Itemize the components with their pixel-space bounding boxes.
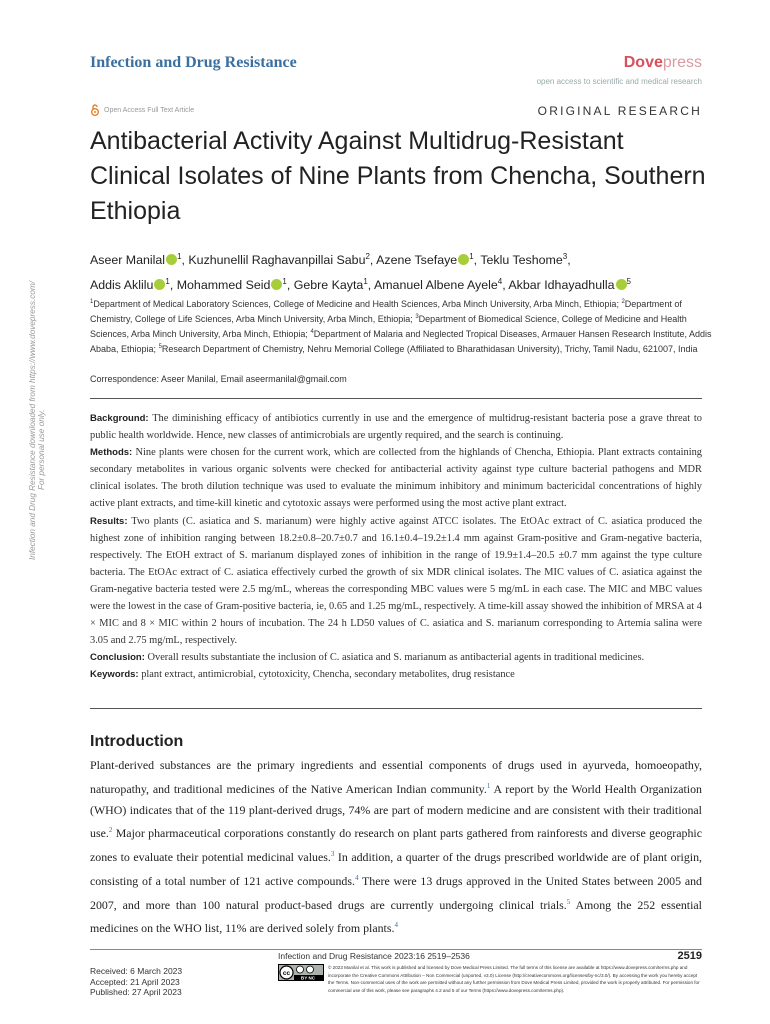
citation-link[interactable]: 4 [394, 921, 398, 930]
download-side-note [30, 260, 44, 600]
citation-link[interactable]: 2 [108, 826, 113, 835]
affiliation-text: Department of Biomedical Science, College of Medicine and Health Sciences, Arba Minch University, Arba Minch, Ethiopia; [90, 314, 687, 339]
author-affiliation-marker: 1 [363, 277, 368, 287]
svg-text:cc: cc [282, 970, 291, 977]
cc-badge-text: BY NC [300, 975, 316, 981]
author-name[interactable]: Kuzhunellil Raghavanpillai Sabu [188, 253, 366, 268]
author-name[interactable]: Amanuel Albene Ayele [373, 278, 498, 293]
publisher-logo-thin: press [662, 54, 702, 71]
publisher-tagline: open access to scientific and medical research [536, 77, 702, 86]
side-note-line-1: Infection and Drug Resistance downloaded from https://www.dovepress.com/ [28, 281, 37, 560]
affiliation-text: Department of Chemistry, College of Life Sciences, Arba Minch University, Arba Minch, Ethiopia; [90, 299, 682, 324]
affiliation-number: 3 [415, 314, 419, 320]
open-access-label [90, 104, 194, 116]
affiliation-text: Department of Medical Laboratory Sciences, College of Medicine and Health Sciences, Arba Minch University, Arba Minch, Ethiopia; [93, 299, 622, 309]
affiliation-number: 2 [621, 299, 625, 305]
article-type: ORIGINAL RESEARCH [537, 104, 702, 118]
orcid-icon[interactable] [154, 279, 165, 290]
orcid-icon[interactable] [271, 279, 282, 290]
abstract-results-text: Two plants (C. asiatica and S. marianum) were highly active against ATCC isolates. The EtOAc extract of C. asiatica produced the highest zone of inhibition ranging between 18.2±0.8–20.7±0.7 and 16.1±0.4–19.2±1.4 mm against Gram-positive and Gram-negative bacteria, respectively. The EtOH extract of S. marianum displayed zones of inhibition in the range of 19.9±1.4–20.5 ±0.7 mm against the type culture bacteria. The EtOAc extract of C. asiatica effectively curbed the growth of six MDR clinical isolates. The MIC values of C. asiatica against the Gram-negative bacteria tested were 2.5 mg/mL, whereas the corresponding MBC values were 5 mg/mL in each case. The MIC and MBC values were the lowest in the case of Gram-positive bacteria, ie, 0.65 and 1.25 mg/mL, respectively. A time-kill assay showed the inhibition of MRSA at 4 × MIC and 8 × MIC within 2 hours of incubation. The 24 h LD50 values of C. asiatica and S. marianum corresponding to Artemia salina were 3.05 and 2.75 mg/mL, respectively. [90, 515, 702, 647]
journal-name: Infection and Drug Resistance [90, 54, 297, 71]
cc-by-nc-license-icon [278, 964, 324, 981]
published-date: Published: 27 April 2023 [90, 987, 182, 997]
author-affiliation-marker: 1 [282, 277, 287, 287]
article-title: Antibacterial Activity Against Multidrug-Resistant Clinical Isolates of Nine Plants from Chencha, Southern Ethiopia [90, 127, 706, 225]
introduction-heading: Introduction [90, 733, 184, 750]
affiliation-text: Department of Malaria and Neglected Tropical Diseases, Armauer Hansen Research Institute, Addis Ababa, Ethiopia; [90, 329, 712, 354]
abstract-methods-label: Methods: [90, 447, 133, 459]
abstract-top-rule [90, 398, 702, 399]
page-number: 2519 [677, 950, 702, 962]
author-affiliation-marker: 3 [562, 252, 568, 261]
side-note-line-2: For personal use only. [37, 409, 46, 490]
publisher-logo [624, 54, 702, 72]
author-name[interactable]: Addis Aklilu [90, 278, 154, 293]
author-name[interactable]: Aseer Manilal [90, 253, 166, 268]
affiliation-number: 1 [90, 299, 94, 305]
abstract-conclusion [90, 649, 702, 666]
affiliation-number: 4 [310, 329, 314, 335]
author-affiliation-marker: 4 [497, 277, 503, 287]
author-name[interactable]: Mohammed Seid [176, 278, 271, 293]
citation-link[interactable]: 5 [566, 897, 571, 906]
publication-dates [90, 966, 182, 998]
author-affiliation-marker: 1 [469, 252, 474, 261]
affiliation-number: 5 [158, 344, 162, 350]
author-affiliation-marker: 1 [165, 277, 170, 287]
publisher-logo-bold: Dove [623, 54, 663, 71]
abstract-background-text: The diminishing efficacy of antibiotics currently in use and the emergence of multidrug-resistant bacteria pose a grave threat to public health worldwide. Hence, new classes of antimicrobials are urgently required, and the search is continuing. [90, 413, 702, 442]
affiliation-text: Research Department of Chemistry, Nehru Memorial College (Affiliated to Bharathidasan University), Trichy, Tamil Nadu, 621007, India [161, 344, 698, 354]
author-name[interactable]: Gebre Kayta [293, 278, 364, 293]
abstract-bottom-rule [90, 708, 702, 709]
received-date: Received: 6 March 2023 [90, 966, 183, 976]
author-name[interactable]: Azene Tsefaye [376, 253, 458, 268]
introduction-paragraph: Plant-derived substances are the primary ingredients and essential components of drugs used in ayurveda, homoeopathy, naturopathy, and traditional medicines of the Native American Indian community.$^1$ A report by the World Health Organization (WHO) indicates that of the 119 plant-derived drugs, 74% are part of modern medicine and are consistent with their traditional use.$^2$ Major pharmaceutical corporations constantly do research on plant parts gathered from rainforests and diverse geographic zones to evaluate their potential medicinal values.$^3$ In addition, a quarter of the drugs prescribed worldwide are of plant origin, consisting of a total number of 121 active compounds.$^4$ There were 13 drugs approved in the United States between 2005 and 2007, and more than 100 natural product-based drugs are currently undergoing clinical trials.$^5$ Among the 252 essential medicines on the WHO list, 11% are derived solely from plants.$^4$ [90, 758, 702, 936]
author-name[interactable]: Akbar Idhayadhulla [508, 278, 615, 293]
citation-link[interactable]: 3 [330, 850, 335, 859]
correspondence: Correspondence: Aseer Manilal, Email aseermanilal@gmail.com [90, 374, 347, 384]
author-affiliation-marker: 1 [177, 252, 182, 261]
abstract [90, 410, 702, 684]
abstract-keywords-text: plant extract, antimicrobial, cytotoxicity, Chencha, secondary metabolites, drug resistance [141, 669, 515, 681]
orcid-icon[interactable] [458, 254, 469, 265]
open-access-icon [90, 104, 100, 116]
affiliations [90, 296, 712, 356]
abstract-keywords-label: Keywords: [90, 669, 139, 681]
abstract-results-label: Results: [90, 515, 128, 527]
abstract-conclusion-text: Overall results substantiate the inclusion of C. asiatica and S. marianum as antibacterial agents in traditional medicines. [147, 652, 645, 664]
author-list: Aseer Manilal $^1$, Kuzhunellil Raghavanpillai Sabu$^2$, Azene Tsefaye $^1$, Teklu Teshome$^3$, Addis Aklilu $^1$, Mohammed Seid $^1$, Gebre Kayta$^1$, Amanuel Albene Ayele$^4$, Akbar Idhayadhulla $^5$ [90, 252, 631, 293]
footer-citation: Infection and Drug Resistance 2023:16 2519–2536 [278, 951, 470, 961]
citation-link[interactable]: 4 [354, 873, 359, 882]
license-text: © 2023 Manilal et al. This work is published and licensed by Dove Medical Press Limited. The full terms of this license are available at https://www.dovepress.com/terms.php and incorporate the Creative Commons Attribution – Non Commercial (unported, v3.0) License (http://creativecommons.org/licenses/by-nc/3.0/). By accessing the work you hereby accept the Terms. Non-commercial uses of the work are permitted without any further permission from Dove Medical Press Limited, provided the work is properly attributed. For permission for commercial use of this work, please see paragraphs 4.2 and 5 of our Terms (https://www.dovepress.com/terms.php). [328, 965, 700, 993]
abstract-conclusion-label: Conclusion: [90, 652, 145, 664]
abstract-methods-text: Nine plants were chosen for the current work, which are collected from the highlands of Chencha, Ethiopia. Plant extracts containing secondary metabolites in various organic solvents were checked for antibacterial activity against type culture bacterial pathogens and MDR clinical isolates. The broth dilution technique was used to evaluate the minimum inhibitory and minimum bactericidal concentrations of highly active plant extracts, and time-kill kinetic and cytotoxic assays were performed using the most active plant extract. [90, 447, 702, 510]
abstract-results [90, 513, 702, 650]
abstract-background [90, 410, 702, 444]
abstract-methods [90, 444, 702, 512]
orcid-icon[interactable] [166, 254, 177, 265]
author-affiliation-marker: 2 [365, 252, 370, 261]
open-access-text: Open Access Full Text Article [104, 106, 195, 114]
author-name[interactable]: Teklu Teshome [480, 253, 563, 268]
footer-rule [90, 949, 702, 950]
abstract-background-label: Background: [90, 413, 149, 424]
orcid-icon[interactable] [616, 279, 627, 290]
author-affiliation-marker: 5 [626, 277, 631, 287]
abstract-keywords [90, 666, 702, 683]
accepted-date: Accepted: 21 April 2023 [90, 976, 180, 987]
citation-link[interactable]: 1 [486, 781, 491, 790]
